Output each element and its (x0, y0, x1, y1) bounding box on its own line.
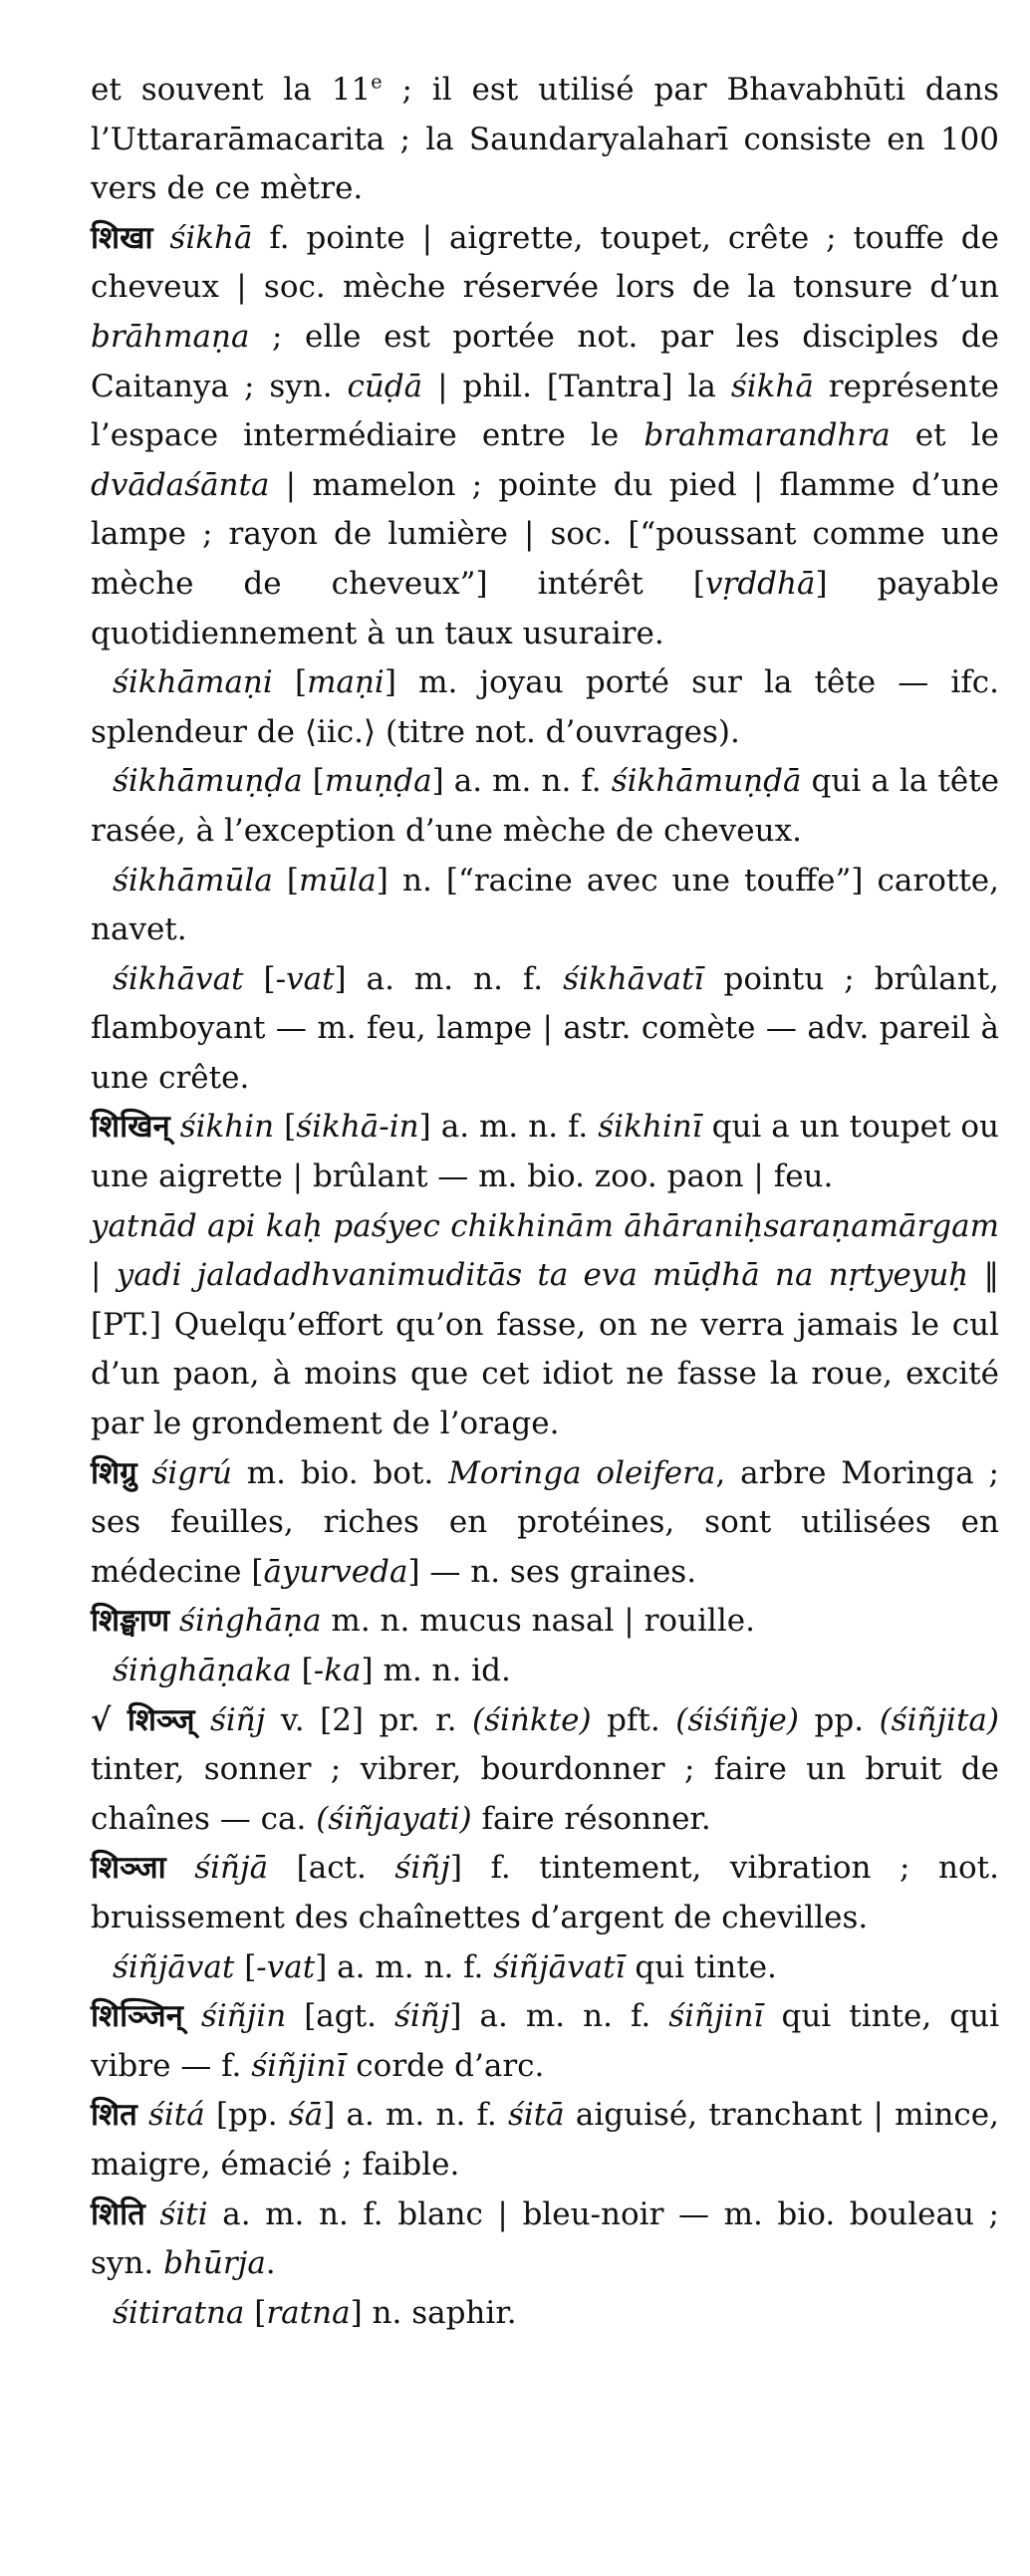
definition-text: ] a. m. n. f. (315, 1948, 494, 1985)
headword-devanagari: शित (91, 2097, 137, 2134)
definition-text: [ (274, 1109, 297, 1146)
entry-sinja (91, 1844, 999, 1942)
subentry-singhanaka (91, 1647, 999, 1696)
definition-text: ] n. saphir. (350, 2294, 517, 2331)
definition-text: [ (302, 763, 325, 800)
definition-text: et souvent la 11 (91, 72, 372, 108)
italic-term: śiñjinī (668, 1998, 764, 2035)
definition-text: tinter, sonner ; vibrer, bourdonner ; faire un bruit de chaînes — ca. (91, 1751, 999, 1837)
italic-term: ratna (266, 2294, 351, 2331)
headword-devanagari: शिति (91, 2195, 145, 2232)
definition-text: ‖ [PT.] Quelqu’effort qu’on fasse, on ne verra jamais le cul d’un paon, à moins que cet idiot ne fasse la roue, excité par le grondement de l’orage. (91, 1257, 999, 1442)
definition-text: pointu ; brûlant, flamboyant — m. feu, lampe | astr. comète — adv. pareil à une crête. (91, 960, 1000, 1096)
definition-text: ] a. m. n. f. (449, 1998, 669, 2035)
definition-text: ] payable quotidiennement à un taux usuraire. (91, 565, 1000, 651)
definition-text: représente l’espace intermédiaire entre le (91, 368, 999, 454)
italic-term: śā (288, 2097, 324, 2134)
definition-text: ] — n. ses graines. (407, 1553, 697, 1590)
entry-quote (91, 1202, 999, 1449)
definition-text: m. n. mucus nasal | rouille. (321, 1603, 755, 1640)
dictionary-page (91, 66, 999, 2338)
italic-term: śitiratna (113, 2294, 245, 2331)
italic-term: śiṅghāṇaka (113, 1653, 292, 1688)
italic-term: āyurveda (263, 1553, 408, 1590)
headword-devanagari: शिखा (91, 219, 153, 256)
definition-text: [ (272, 862, 300, 899)
definition-text: [ (234, 1948, 257, 1985)
subentry-sikhamunda (91, 757, 999, 856)
italic-term: -vat (275, 960, 335, 997)
definition-text (137, 2097, 148, 2133)
subentry-sikhamani (91, 658, 999, 757)
italic-term: śiñjā (194, 1850, 269, 1887)
entry-sinjin (91, 1992, 999, 2091)
italic-term: śitā (507, 2097, 565, 2134)
definition-text (194, 1702, 210, 1738)
definition-text: qui a la tête rasée, à l’exception d’une mèche de cheveux. (91, 763, 999, 849)
dictionary-entries (91, 66, 999, 2338)
definition-text: [act. (268, 1850, 395, 1887)
subentry-sitiratna (91, 2289, 999, 2339)
entry-intro (91, 66, 999, 214)
definition-text: [agt. (286, 1998, 394, 2035)
italic-term: śikhā (730, 368, 814, 404)
italic-term: Moringa oleifera (448, 1454, 716, 1491)
italic-term: -ka (313, 1653, 362, 1688)
definition-text: qui tinte, qui vibre — f. (91, 1998, 999, 2084)
italic-term: śiñjāvat (113, 1948, 235, 1985)
italic-term: vṛddhā (705, 565, 816, 602)
definition-text: ] a. m. n. f. (334, 960, 564, 997)
definition-text: pp. (798, 1701, 880, 1738)
headword-devanagari: शिञ्जा (91, 1850, 166, 1887)
subentry-sikhamula (91, 857, 999, 955)
italic-term: śikhā (169, 219, 253, 256)
definition-text: [ (243, 960, 276, 997)
definition-text: | phil. [Tantra] la (422, 368, 731, 404)
definition-text: f. pointe | aigrette, toupet, crête ; touffe de cheveux | soc. mèche réservée lors de la tonsure d’un (91, 219, 999, 306)
definition-text: , arbre Moringa ; ses feuilles, riches en protéines, sont utilisées en médecine [ (91, 1454, 999, 1590)
italic-term: bhūrja (163, 2245, 266, 2282)
definition-text: ; il est utilisé par Bhavabhūti dans l’Uttararāmacarita ; la Saundaryalaharī consiste en 100 vers de ce mètre. (91, 72, 1000, 207)
italic-term: śiñjinī (251, 2047, 347, 2084)
definition-text: | mamelon ; pointe du pied | flamme d’une lampe ; rayon de lumière | soc. [“poussant comme une mèche de cheveux”] intérêt [ (91, 466, 999, 602)
definition-text: a. m. n. f. blanc | bleu-noir — m. bio. bouleau ; syn. (91, 2195, 999, 2282)
definition-text: . (265, 2245, 276, 2282)
definition-text: pft. (591, 1701, 676, 1738)
definition-text (170, 1109, 180, 1145)
subentry-sinjavat (91, 1943, 999, 1993)
definition-text (153, 220, 170, 256)
italic-term: śikhāvatī (563, 960, 704, 997)
definition-text: | (91, 1257, 117, 1294)
definition-text (169, 1603, 179, 1639)
entry-siti (91, 2190, 999, 2289)
entry-sikha (91, 214, 999, 658)
italic-term: śiñjin (200, 1998, 287, 2035)
italic-term: śiñjāvatī (493, 1948, 626, 1985)
headword-devanagari: शिग्रु (91, 1454, 137, 1491)
definition-text: ] m. n. id. (361, 1653, 511, 1688)
definition-text (183, 1998, 201, 2034)
italic-term: brāhmaṇa (91, 318, 250, 355)
italic-term: śiñj (209, 1701, 266, 1738)
italic-term: śikhin (179, 1109, 275, 1146)
italic-term: maṇi (307, 664, 385, 701)
definition-text: [ (291, 1653, 314, 1688)
definition-text (137, 1455, 152, 1491)
definition-text: qui a un toupet ou une aigrette | brûlant — m. bio. zoo. paon | feu. (91, 1109, 999, 1195)
definition-text: ] a. m. n. f. (323, 2097, 508, 2134)
definition-text: ] n. [“racine avec une touffe”] carotte, navet. (91, 862, 999, 948)
headword-devanagari: शिञ्जिन् (91, 1998, 183, 2035)
italic-term: śiti (159, 2195, 208, 2232)
definition-text: ] a. m. n. f. (418, 1109, 599, 1146)
italic-term: śikhāmūla (113, 862, 273, 899)
italic-term: śitá (147, 2097, 205, 2134)
italic-term: yatnād api kaḥ paśyec chikhinām āhāraniḥsaraṇamārgam (91, 1207, 999, 1244)
italic-term: śikhāmuṇḍā (611, 763, 802, 800)
italic-term: (śiṅkte) (471, 1701, 592, 1738)
definition-text (166, 1850, 195, 1886)
italic-term: śiñj (394, 1850, 450, 1887)
italic-term: (śiñjita) (879, 1701, 1000, 1738)
italic-term: cūḍā (347, 368, 423, 404)
definition-text: et le (890, 417, 999, 454)
italic-term: śikhāmuṇḍa (113, 763, 303, 800)
italic-term: śiñj (393, 1998, 450, 2035)
italic-term: śikhinī (598, 1109, 702, 1146)
definition-text: m. bio. bot. (231, 1454, 449, 1491)
entry-sinj (91, 1696, 999, 1845)
entry-sita (91, 2091, 999, 2190)
headword-devanagari: शिखिन् (91, 1109, 170, 1146)
headword-devanagari: शिङ्घाण (91, 1603, 170, 1640)
definition-text: corde d’arc. (346, 2047, 545, 2084)
definition-text: [pp. (204, 2097, 289, 2134)
italic-term: śikhāmaṇi (113, 664, 273, 701)
italic-term: (śiñjayati) (316, 1800, 472, 1837)
italic-term: śikhā-in (296, 1109, 419, 1146)
definition-text: ] m. joyau porté sur la tête — ifc. splendeur de ⟨iic.⟩ (titre not. d’ouvrages). (91, 664, 1000, 750)
italic-term: brahmarandhra (644, 417, 891, 454)
superscript: e (371, 70, 383, 94)
italic-term: śikhāvat (113, 960, 244, 997)
definition-text: qui tinte. (625, 1948, 777, 1985)
italic-term: -vat (256, 1948, 316, 1985)
italic-term: śiṅghāṇa (179, 1603, 322, 1640)
italic-term: yadi jaladadhvanimuditās ta eva mūḍhā na nṛtyeyuḥ (116, 1257, 969, 1294)
italic-term: (śiśiñje) (675, 1701, 799, 1738)
italic-term: dvādaśānta (91, 466, 270, 503)
entry-sikhin (91, 1103, 999, 1201)
italic-term: muṇḍa (324, 763, 432, 800)
headword-devanagari: √ शिञ्ज् (91, 1701, 195, 1738)
entry-singhana (91, 1597, 999, 1647)
definition-text: [ (244, 2294, 267, 2331)
italic-term: mūla (299, 862, 377, 899)
definition-text: ; elle est portée not. par les disciples de Caitanya ; syn. (91, 318, 999, 404)
definition-text (145, 2196, 160, 2232)
definition-text: [ (272, 664, 308, 701)
definition-text: v. [2] pr. r. (265, 1701, 472, 1738)
definition-text: ] f. tintement, vibration ; not. bruissement des chaînettes d’argent de chevilles. (91, 1850, 999, 1935)
definition-text: aiguisé, tranchant | mince, maigre, émacié ; faible. (91, 2097, 999, 2183)
italic-term: śigrú (151, 1454, 232, 1491)
entry-sigru (91, 1449, 999, 1598)
definition-text: faire résonner. (471, 1800, 711, 1837)
definition-text: ] a. m. n. f. (431, 763, 612, 800)
subentry-sikhavat (91, 955, 999, 1104)
